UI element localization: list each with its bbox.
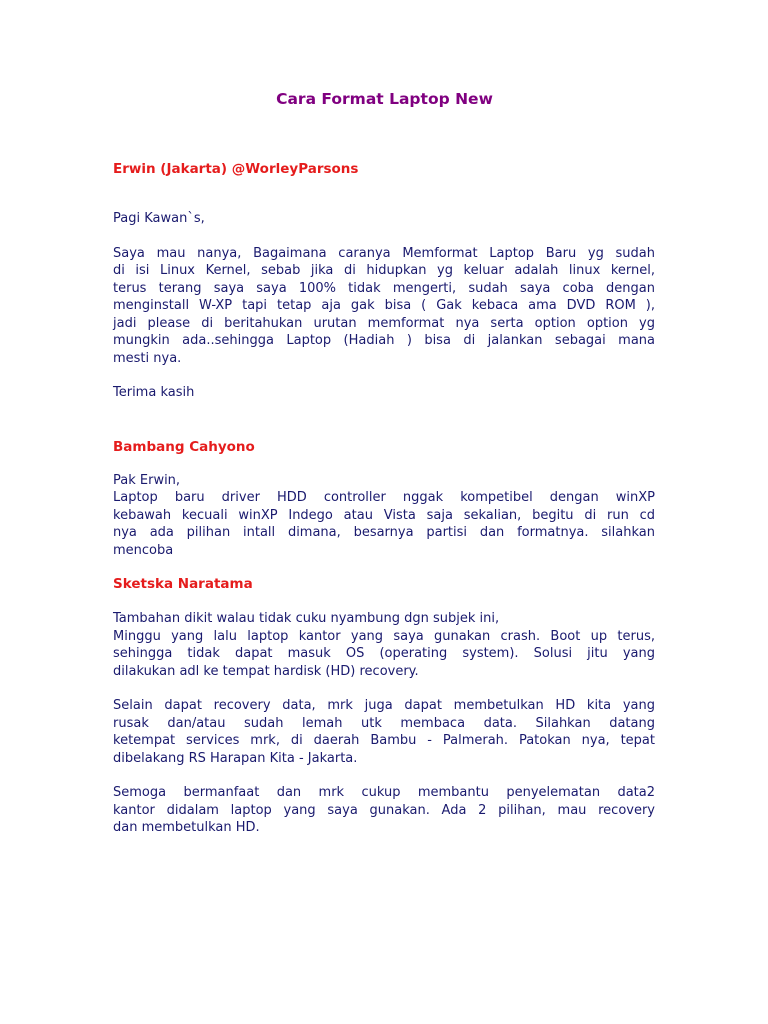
paragraph-line: menginstall W-XP tapi tetap aja gak bisa ( Gak kebaca ama DVD ROM ), [113, 298, 655, 313]
paragraph-line: ketempat services mrk, di daerah Bambu - Palmerah. Patokan nya, tepat [113, 733, 655, 748]
paragraph-line: sehingga tidak dapat masuk OS (operating system). Solusi jitu yang [113, 646, 655, 661]
post-bambang [113, 438, 655, 560]
document-page [113, 88, 655, 837]
closing-paragraph [113, 384, 655, 402]
reply-paragraph [113, 610, 655, 680]
paragraph-line: dibelakang RS Harapan Kita - Jakarta. [113, 750, 358, 766]
paragraph-line: Saya mau nanya, Bagaimana caranya Memformat Laptop Baru yg sudah [113, 245, 655, 261]
post-author: Erwin (Jakarta) @WorleyParsons [113, 161, 359, 177]
paragraph-line: mungkin ada..sehingga Laptop (Hadiah ) bisa di jalankan sebagai mana [113, 333, 655, 348]
paragraph-line: Laptop baru driver HDD controller nggak kompetibel dengan winXP [113, 490, 655, 505]
paragraph-line: nya ada pilihan intall dimana, besarnya partisi dan formatnya. silahkan [113, 525, 655, 540]
post-author: Sketska Naratama [113, 576, 253, 592]
paragraph-line: Terima kasih [113, 385, 195, 400]
paragraph-line: mencoba [113, 542, 174, 558]
paragraph-line: terus terang saya saya 100% tidak mengerti, sudah saya coba dengan [113, 280, 655, 296]
paragraph-line: Minggu yang lalu laptop kantor yang saya gunakan crash. Boot up terus, [113, 628, 655, 644]
post-author: Bambang Cahyono [113, 438, 255, 455]
paragraph-line: Semoga bermanfaat dan mrk cukup membantu penyelematan data2 [113, 785, 655, 800]
greeting-paragraph [113, 210, 655, 228]
paragraph-line: Pak Erwin, [113, 472, 181, 488]
paragraph-line: Selain dapat recovery data, mrk juga dapat membetulkan HD kita yang [113, 698, 655, 713]
paragraph-line: kantor didalam laptop yang saya gunakan. Ada 2 pilihan, mau recovery [113, 802, 655, 818]
paragraph-line: Pagi Kawan`s, [113, 211, 205, 226]
reply-paragraph [113, 784, 655, 837]
document-title: Cara Format Laptop New [276, 90, 493, 108]
paragraph-line: rusak dan/atau sudah lemah utk membaca data. Silahkan datang [113, 715, 655, 731]
post-erwin [113, 160, 655, 402]
reply-paragraph [113, 697, 655, 767]
paragraph-line: dilakukan adl ke tempat hardisk (HD) recovery. [113, 663, 419, 679]
paragraph-line: jadi please di beritahukan urutan memformat nya serta option option yg [113, 315, 655, 331]
paragraph-line: mesti nya. [113, 350, 182, 366]
paragraph-line: kebawah kecuali winXP Indego atau Vista saja sekalian, begitu di run cd [113, 507, 655, 523]
question-paragraph [113, 245, 655, 368]
paragraph-line: di isi Linux Kernel, sebab jika di hidupkan yg keluar adalah linux kernel, [113, 263, 655, 278]
post-sketska [113, 575, 655, 837]
paragraph-line: Tambahan dikit walau tidak cuku nyambung dgn subjek ini, [113, 611, 500, 626]
paragraph-line: dan membetulkan HD. [113, 820, 260, 835]
reply-paragraph [113, 472, 655, 560]
